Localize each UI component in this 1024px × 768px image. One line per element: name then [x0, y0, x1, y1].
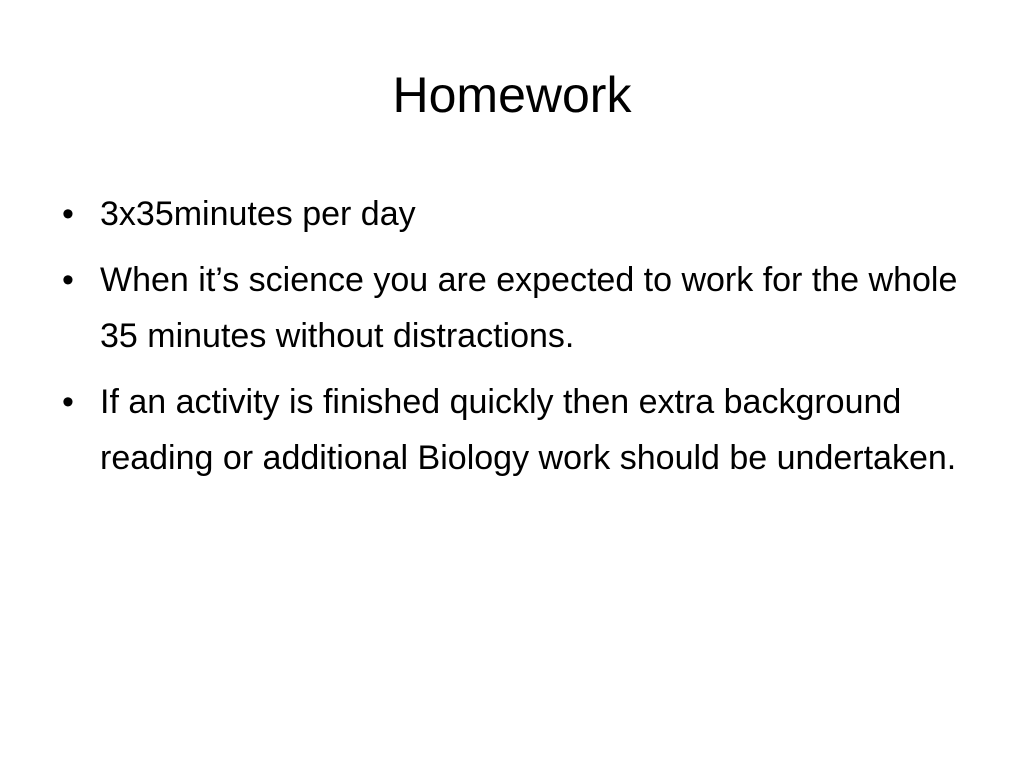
bullet-marker: • — [62, 261, 74, 299]
bullet-marker: • — [62, 383, 74, 421]
bullet-item-3 — [62, 374, 972, 486]
bullet-text: 3x35minutes per day — [100, 195, 416, 233]
bullet-list — [62, 186, 972, 496]
bullet-item-2 — [62, 252, 972, 364]
bullet-marker: • — [62, 195, 74, 233]
slide-title: Homework — [392, 67, 632, 123]
bullet-text: If an activity is finished quickly then extra background reading or additional Biology work should be undertaken. — [100, 383, 957, 477]
bullet-text: When it’s science you are expected to work for the whole 35 minutes without distractions. — [100, 261, 958, 355]
bullet-item-1 — [62, 186, 972, 242]
